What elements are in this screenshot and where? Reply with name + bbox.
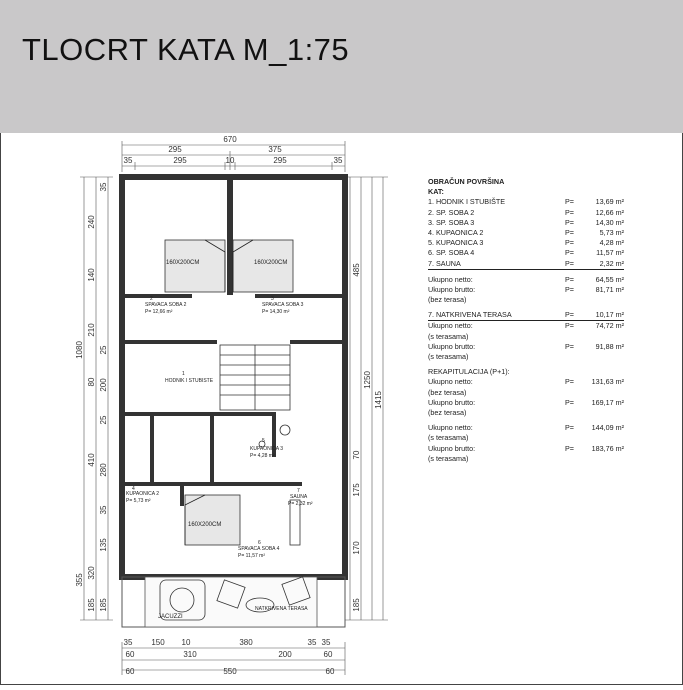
dim-label: 355 — [75, 573, 84, 587]
bed-label: 160X200CM — [254, 260, 288, 266]
room-name: SPAVACA SOBA 3 — [262, 302, 304, 308]
summary-note: (bez terasa) — [428, 407, 467, 417]
dim-label: 310 — [183, 650, 197, 659]
room-area: P= 4,28 m² — [250, 453, 275, 459]
recap-row: Ukupno netto: P= 131,63 m² — [428, 377, 624, 387]
recap-row: Ukupno netto: P= 144,09 m² — [428, 423, 624, 433]
dim-label: 410 — [87, 453, 96, 467]
top-dimensions — [124, 135, 343, 165]
dim-label: 185 — [352, 598, 361, 612]
room-name: NATKRIVENA TERASA — [255, 606, 308, 612]
dim-label: 185 — [87, 598, 96, 612]
dim-total-bottom: 550 — [223, 667, 237, 676]
dim-label: 35 — [321, 638, 331, 647]
summary-row: 6. SP. SOBA 4 P= 11,57 m² — [428, 248, 624, 258]
dim-label: 35 — [99, 182, 108, 192]
room-number: 4 — [132, 486, 135, 492]
dim-label: 70 — [352, 450, 361, 460]
room-number: 6 — [258, 540, 261, 546]
dim-label: 200 — [341, 378, 350, 392]
dim-label: 485 — [352, 263, 361, 277]
dim-total-height: 1080 — [75, 341, 84, 359]
summary-total-brutto: Ukupno brutto: P= 81,71 m² — [428, 284, 624, 294]
title-banner — [0, 0, 683, 133]
dim-label: 35 — [123, 638, 133, 647]
area-summary — [428, 177, 624, 464]
dim-label: 380 — [239, 638, 253, 647]
room-area: P= 14,30 m² — [262, 309, 290, 315]
dim-label: 35 — [333, 156, 343, 165]
dim-label: 35 — [307, 638, 317, 647]
dim-label: 60 — [323, 650, 333, 659]
dim-label: 25 — [99, 345, 108, 355]
room-name: HODNIK I STUBISTE — [165, 378, 214, 384]
dim-label: 140 — [87, 268, 96, 282]
summary-total-netto: Ukupno netto: P= 64,55 m² — [428, 274, 624, 284]
summary-row: 3. SP. SOBA 3 P= 14,30 m² — [428, 217, 624, 227]
room-name: KUPAONICA 3 — [250, 446, 283, 452]
dim-label: 25 — [341, 345, 350, 355]
room-name: SAUNA — [290, 494, 308, 500]
dim-label: 240 — [87, 215, 96, 229]
dim-label: 135 — [99, 538, 108, 552]
room-number: 1 — [182, 371, 185, 377]
dim-width-left: 295 — [168, 145, 182, 154]
room-area: P= 11,57 m² — [238, 553, 266, 559]
dim-label: 320 — [87, 566, 96, 580]
dim-label: 295 — [173, 156, 187, 165]
bed-label: 160X200CM — [166, 260, 200, 266]
dim-label: 10 — [225, 156, 235, 165]
dim-label: 60 — [125, 667, 135, 676]
summary-terrace: 7. NATKRIVENA TERASA P= 10,17 m² — [428, 310, 624, 321]
recap-row: Ukupno brutto: P= 169,17 m² — [428, 397, 624, 407]
summary-note: (s terasama) — [428, 453, 469, 463]
dim-label: 60 — [125, 650, 135, 659]
dim-label: 150 — [151, 638, 165, 647]
room-area: P= 5,73 m² — [126, 498, 151, 504]
room-number: 2 — [150, 296, 153, 302]
page-title: TLOCRT KATA M_1:75 — [22, 32, 350, 67]
room-number: 3 — [271, 296, 274, 302]
bed-label: 160X200CM — [188, 522, 222, 528]
dim-label: 1250 — [363, 371, 372, 389]
dim-label: 200 — [278, 650, 292, 659]
dim-width-right: 375 — [268, 145, 282, 154]
dim-label: 200 — [99, 378, 108, 392]
dim-label: 280 — [99, 463, 108, 477]
summary-row: 4. KUPAONICA 2 P= 5,73 m² — [428, 227, 624, 237]
recap-row: Ukupno brutto: P= 183,76 m² — [428, 443, 624, 453]
dim-label: 175 — [352, 483, 361, 497]
room-number: 7 — [297, 488, 300, 494]
room-number: 5 — [262, 438, 265, 444]
room-area: P= 12,66 m² — [145, 309, 173, 315]
dim-label: 10 — [181, 638, 191, 647]
dim-total-right: 1415 — [374, 391, 383, 409]
room-name: SPAVACA SOBA 4 — [238, 546, 280, 552]
left-dimensions — [75, 182, 108, 612]
summary-terrace-netto: Ukupno netto: P= 74,72 m² — [428, 321, 624, 331]
summary-note: (s terasama) — [428, 352, 469, 361]
room-name: SPAVACA SOBA 2 — [145, 302, 187, 308]
summary-row: 2. SP. SOBA 2 P= 12,66 m² — [428, 207, 624, 217]
dim-label: 35 — [99, 505, 108, 515]
recap-heading: REKAPITULACIJA (P+1): — [428, 367, 510, 377]
dim-total-width: 670 — [223, 135, 237, 144]
dim-label: 210 — [87, 323, 96, 337]
summary-row: 7. SAUNA P= 2,32 m² — [428, 259, 624, 270]
dim-label: 80 — [87, 377, 96, 387]
room-name: KUPAONICA 2 — [126, 491, 159, 497]
room-labels — [126, 260, 313, 620]
summary-note: (s terasama) — [428, 331, 469, 341]
dim-label: 60 — [325, 667, 335, 676]
summary-row: 1. HODNIK I STUBIŠTE P= 13,69 m² — [428, 197, 624, 207]
summary-subheading: KAT: — [428, 187, 444, 197]
summary-note: (bez terasa) — [428, 387, 467, 397]
dim-label: 170 — [352, 541, 361, 555]
dim-label: 25 — [99, 415, 108, 425]
summary-heading: OBRAČUN POVRŠINA — [428, 177, 505, 186]
summary-terrace-brutto: Ukupno brutto: P= 91,88 m² — [428, 341, 624, 351]
jacuzzi-label: JACUZZI — [158, 614, 183, 620]
summary-note: (bez terasa) — [428, 295, 467, 305]
dim-label: 295 — [273, 156, 287, 165]
dim-label: 140 — [341, 433, 350, 447]
room-area: P= 2,32 m² — [288, 501, 313, 507]
dim-label: 185 — [99, 598, 108, 612]
summary-note: (s terasama) — [428, 433, 469, 443]
dim-label: 35 — [123, 156, 133, 165]
summary-row: 5. KUPAONICA 3 P= 4,28 m² — [428, 238, 624, 248]
